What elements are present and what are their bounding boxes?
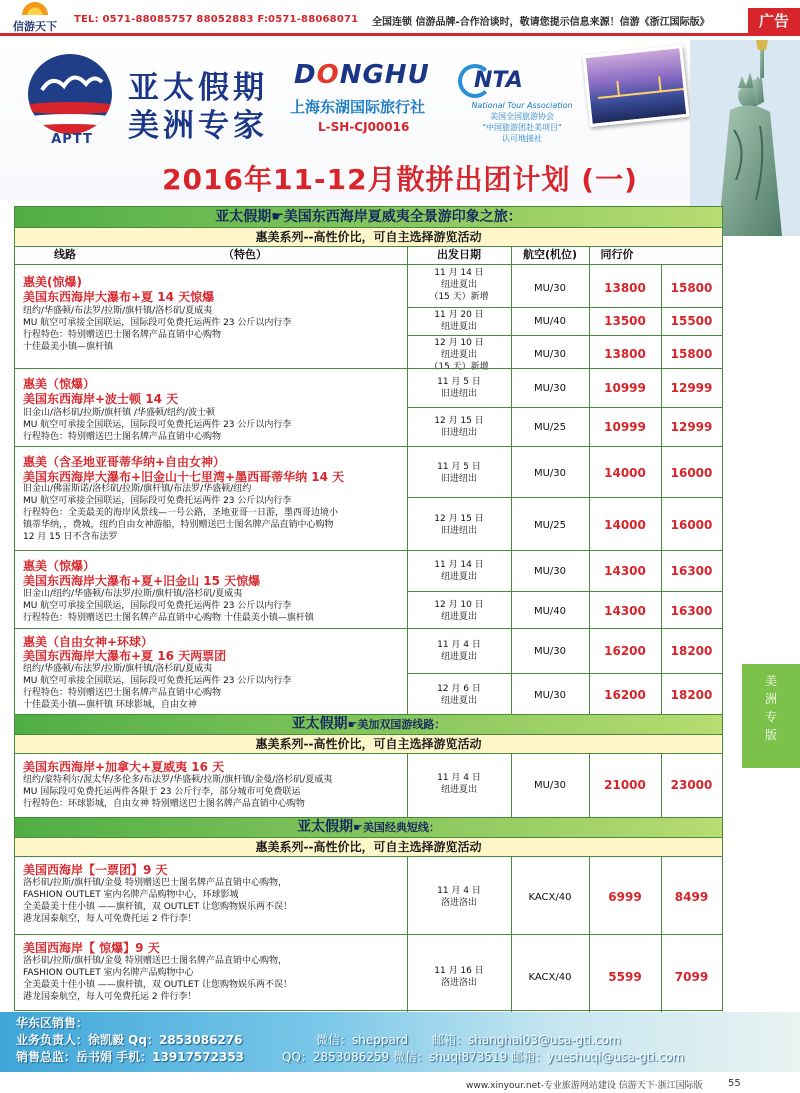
price-retail: 15500 <box>670 314 713 328</box>
date-line: 纽进夏出 <box>440 350 477 360</box>
tour-title-a: 惠美(惊爆) <box>23 275 82 289</box>
departure-date <box>407 599 511 623</box>
section-title-b: ☛美加双国游线路： <box>347 718 446 731</box>
donghu-rest: NGHU <box>339 60 430 90</box>
slogan-line1: 亚太假期 <box>128 70 268 106</box>
tour-group <box>15 264 722 372</box>
date-line: 纽进夏出 <box>440 322 477 332</box>
desc-line: 十佳最美小镇—旗杆镇 <box>23 342 114 352</box>
tour-description <box>23 588 415 624</box>
price-peer: 14300 <box>604 604 646 618</box>
donghu-o: O <box>316 60 340 90</box>
desc-line: FASHION OUTLET 室内名牌产品购物中心 <box>23 968 194 978</box>
date-line: 旧进纽出 <box>440 474 477 484</box>
tour-title-a: 惠美（含圣地亚哥蒂华纳+自由女神） <box>23 455 226 469</box>
sales-director-contact: 销售总监：岳书娟 手机：13917572353 <box>16 1050 245 1064</box>
departure-date <box>407 267 511 303</box>
tour-title-b: 美国东西海岸大瀑布+夏+旧金山 15 天惊爆 <box>23 574 261 588</box>
desc-line: MU 航空可承接全国联运，国际段可免费托运两件 23 公斤以内行李 <box>23 496 292 506</box>
departure-date <box>407 415 511 439</box>
tour-title-b: 美国东西海岸大瀑布+夏 16 天两票团 <box>23 649 227 663</box>
flight: MU/30 <box>533 690 567 701</box>
date-line: 纽进夏出 <box>440 280 477 290</box>
date-line: 纽进夏出 <box>440 612 477 622</box>
itinerary-table <box>14 206 723 1011</box>
date-line: 12 月 15 日 <box>434 514 484 524</box>
tour-description <box>23 774 415 810</box>
nta-caption <box>462 100 582 144</box>
flight: MU/30 <box>533 646 567 657</box>
website-note: www.xinyour.net-专业旅游网站建设 信游天下·浙江国际版 <box>466 1081 703 1091</box>
desc-line: 行程特色：全美最美的海岸风景线—一号公路，圣地亚哥一日游，墨西哥边境小 <box>23 508 339 518</box>
bridge-photo <box>583 45 690 127</box>
tour-title-b: 美国东西海岸+波士顿 14 天 <box>23 392 179 406</box>
flight: MU/30 <box>533 383 567 394</box>
price-retail: 18200 <box>670 644 713 658</box>
col-date: 出发日期 <box>437 248 481 261</box>
price-peer: 16200 <box>604 688 646 702</box>
date-line: （15 天）新增 <box>429 292 489 302</box>
section-title-a: 亚太假期 <box>297 819 354 835</box>
price-retail: 18200 <box>670 688 713 702</box>
date-line: 11 月 14 日 <box>434 560 484 570</box>
desc-line: 旧金山/纽约/华盛顿/布法罗/拉斯/旗杆镇/洛杉矶/夏威夷 <box>23 589 243 599</box>
col-price: 同行价 <box>600 248 634 261</box>
nta-sub1: 美国全国旅游协会 <box>490 112 554 121</box>
price-peer: 16200 <box>604 644 646 658</box>
desc-line: 全美最美十佳小镇 ——旗杆镇，双 OUTLET 让您购物娱乐两不误！ <box>23 980 292 990</box>
price-retail: 7099 <box>674 970 709 984</box>
price-peer: 14300 <box>604 564 646 578</box>
col-feature: （特色） <box>223 248 267 261</box>
page-title: 2016年11-12月散拼出团计划 (一) <box>162 163 638 196</box>
col-flight: 航空(机位) <box>522 248 578 261</box>
departure-date <box>407 559 511 583</box>
sales-footer <box>0 1012 800 1072</box>
tour-title-a: 惠美（自由女神+环球） <box>23 635 154 649</box>
flight: KACX/40 <box>528 892 572 903</box>
departure-date <box>407 772 511 796</box>
date-line: 11 月 5 日 <box>437 377 481 387</box>
desc-line: 行程特色：特别赠送巴士图名牌产品直销中心购物 <box>23 688 222 698</box>
license-number: L-SH-CJ00016 <box>318 120 410 134</box>
desc-line: 12 月 15 日不含布法罗 <box>23 532 118 542</box>
series-bar <box>15 734 722 753</box>
sun-icon <box>22 2 48 15</box>
tab-char: 美 <box>764 674 777 688</box>
contact-phone-fax: TEL: 0571-88085757 88052883 F:0571-88068071 <box>74 14 359 25</box>
source-notice: 全国连锁 信游品牌-合作洽谈时，敬请您提示信息来源！信游《浙江国际版》 <box>372 17 710 28</box>
date-line: 旧进纽出 <box>440 389 477 399</box>
date-line: 旧进纽出 <box>440 428 477 438</box>
flight: MU/40 <box>533 606 567 617</box>
nta-label: NTA <box>474 68 523 93</box>
section-title <box>15 715 722 734</box>
price-retail: 16000 <box>670 518 713 532</box>
departure-date <box>407 461 511 485</box>
desc-line: 十佳最美小镇—旗杆镇 环球影城，自由女神 <box>23 700 197 710</box>
tour-title-a: 美国西海岸【一票团】9 天 <box>23 863 168 877</box>
flight: MU/30 <box>533 349 567 360</box>
price-peer: 5599 <box>608 970 642 984</box>
price-retail: 16300 <box>670 564 713 578</box>
section-title <box>15 818 722 837</box>
date-line: 12 月 6 日 <box>437 684 481 694</box>
date-line: 洛进洛出 <box>440 898 477 908</box>
column-header-row <box>15 246 722 264</box>
date-line: 纽进夏出 <box>440 572 477 582</box>
tour-group <box>15 934 722 1012</box>
date-line: 11 月 20 日 <box>434 310 484 320</box>
departure-date <box>407 639 511 663</box>
departure-date <box>407 885 511 909</box>
series-bar <box>15 837 722 856</box>
tour-group <box>15 368 722 446</box>
tour-title-b: 美国东西海岸大瀑布+夏 14 天惊爆 <box>23 290 215 304</box>
price-peer: 13500 <box>604 314 646 328</box>
americas-edition-tab <box>742 664 800 768</box>
section-title-b: ☛美国经典短线： <box>353 821 440 834</box>
desc-line: 港龙国泰航空，每人可免费托运 2 件行李！ <box>23 992 197 1002</box>
tour-description <box>23 305 415 353</box>
email-contact: 邮箱：shanghai03@usa-gti.com <box>432 1033 621 1047</box>
series-bar <box>15 227 722 246</box>
date-line: 12 月 10 日 <box>434 338 484 348</box>
aptt-label: APTT <box>51 132 93 147</box>
price-peer: 10999 <box>604 381 646 395</box>
flight: MU/25 <box>533 422 567 433</box>
nta-sub2: "中国旅游团赴美项目" <box>482 123 562 132</box>
date-line: 12 月 15 日 <box>434 416 484 426</box>
departure-date <box>407 376 511 400</box>
price-retail: 8499 <box>674 890 709 904</box>
departure-date <box>407 513 511 537</box>
desc-line: MU 航空可承接全国联运，国际段可免费托运两件 23 公斤以内行李 <box>23 676 292 686</box>
section-header-classic-short <box>15 817 722 837</box>
desc-line: 纽约/蒙特利尔/渥太华/多伦多/布法罗/华盛顿/拉斯/旗杆镇/金曼/洛杉矶/夏威夷 <box>23 775 333 785</box>
departure-date <box>407 309 511 333</box>
price-peer: 10999 <box>604 420 646 434</box>
desc-line: 旧金山/佛雷斯诺/洛杉矶/拉斯/旗杆镇/布法罗/华盛顿/纽约 <box>23 484 252 494</box>
desc-line: 纽约/华盛顿/布法罗/拉斯/旗杆镇/洛杉矶/夏威夷 <box>23 306 213 316</box>
tour-group <box>15 856 722 934</box>
tour-title-a: 美国东西海岸+加拿大+夏威夷 16 天 <box>23 760 225 774</box>
date-line: 11 月 4 日 <box>437 640 481 650</box>
tour-title-a: 惠美（惊爆） <box>23 559 96 573</box>
desc-line: FASHION OUTLET 室内名牌产品购物中心，环球影城 <box>23 890 239 900</box>
tour-description <box>23 877 415 925</box>
desc-line: 行程特色：环球影城，自由女神 特别赠送巴士图名牌产品直销中心购物 <box>23 799 305 809</box>
tab-char: 版 <box>764 728 777 742</box>
tour-group <box>15 446 722 550</box>
departure-date <box>407 965 511 989</box>
price-retail: 16000 <box>670 466 713 480</box>
price-retail: 15800 <box>670 347 713 361</box>
section-title: 亚太假期☛美国东西海岸夏威夷全景游印象之旅： <box>215 209 522 225</box>
date-line: 11 月 16 日 <box>434 966 484 976</box>
donghu-chinese-name: 上海东湖国际旅行社 <box>290 98 426 116</box>
section-header-east-west <box>15 207 722 227</box>
slogan-line2: 美洲专家 <box>128 108 268 144</box>
flight: MU/25 <box>533 520 567 531</box>
section-header-usa-canada <box>15 714 722 734</box>
brand-name: 信游天下 <box>13 20 57 33</box>
desc-line: 行程特色：特别赠送巴士图名牌产品直销中心购物 <box>23 432 222 442</box>
desc-line: MU 航空可承接全国联运，国际段可免费托运两件 23 公斤以内行李 <box>23 420 292 430</box>
desc-line: 全美最美十佳小镇 ——旗杆镇，双 OUTLET 让您购物娱乐两不误！ <box>23 902 292 912</box>
date-line: 11 月 5 日 <box>437 462 481 472</box>
desc-line: 洛杉矶/拉斯/旗杆镇/金曼 特别赠送巴士图名牌产品直销中心购物， <box>23 956 287 966</box>
tab-char: 专 <box>764 710 777 724</box>
price-peer: 13800 <box>604 347 646 361</box>
desc-line: 洛杉矶/拉斯/旗杆镇/金曼 特别赠送巴士图名牌产品直销中心购物， <box>23 878 287 888</box>
tour-group <box>15 550 722 628</box>
tour-description <box>23 663 415 711</box>
price-peer: 21000 <box>604 778 646 792</box>
flight: MU/30 <box>533 283 567 294</box>
date-line: 纽进夏出 <box>440 785 477 795</box>
date-line: 11 月 14 日 <box>434 268 484 278</box>
tour-description <box>23 483 415 543</box>
director-qq-wechat-email: QQ：2853086259 微信：shuqi873519 邮箱：yueshuqi@usa-gti.com <box>282 1050 685 1064</box>
tour-title-a: 美国西海岸【 惊爆】9 天 <box>23 941 160 955</box>
price-peer: 13800 <box>604 281 646 295</box>
desc-line: 纽约/华盛顿/布法罗/拉斯/旗杆镇/洛杉矶/夏威夷 <box>23 664 213 674</box>
desc-line: 镇蒂华纳，，费城，纽约自由女神游船，特别赠送巴士图名牌产品直销中心购物 <box>23 520 334 530</box>
donghu-d: D <box>294 60 317 90</box>
price-peer: 6999 <box>608 890 642 904</box>
date-line: 12 月 10 日 <box>434 600 484 610</box>
sales-heading: 华东区销售： <box>16 1016 89 1030</box>
ad-label: 广告 <box>748 8 800 34</box>
nta-sub-en: National Tour Association <box>471 101 573 110</box>
desc-line: 行程特色：特别赠送巴士图名牌产品直销中心购物 十佳最美小镇—旗杆镇 <box>23 613 314 623</box>
flight: MU/30 <box>533 780 567 791</box>
nta-sub3: 认可地接社 <box>502 134 542 143</box>
flight: MU/30 <box>533 468 567 479</box>
flight: MU/40 <box>533 316 567 327</box>
desc-line: MU 航空可承接全国联运，国际段可免费托运两件 23 公斤以内行李 <box>23 601 292 611</box>
date-line: 旧进纽出 <box>440 526 477 536</box>
tab-char: 洲 <box>764 692 777 706</box>
date-line: （15 天）新增 <box>429 362 489 372</box>
nta-logo <box>458 64 550 98</box>
desc-line: MU 航空可承接全国联运，国际段可免费托运两件 23 公斤以内行李 <box>23 318 292 328</box>
desc-line: 旧金山/洛杉矶/拉斯/旗杆镇 /华盛顿/纽约/波士顿 <box>23 408 216 418</box>
price-retail: 12999 <box>670 381 713 395</box>
tour-description <box>23 955 415 1003</box>
date-line: 洛进洛出 <box>440 978 477 988</box>
series-label: 惠美系列--高性价比，可自主选择游览活动 <box>255 230 482 244</box>
flight: MU/30 <box>533 566 567 577</box>
flight: KACX/40 <box>528 972 572 983</box>
price-peer: 14000 <box>604 466 646 480</box>
price-retail: 16300 <box>670 604 713 618</box>
tour-title-a: 惠美（惊爆） <box>23 377 96 391</box>
tour-group <box>15 628 722 714</box>
desc-line: 行程特色：特别赠送巴士图名牌产品直销中心购物 <box>23 330 222 340</box>
price-retail: 23000 <box>670 778 713 792</box>
sales-manager-contact: 业务负责人：徐凯毅 Qq：2853086276 <box>16 1033 243 1047</box>
brand-logo <box>6 2 64 34</box>
desc-line: MU 国际段可免费托运两件各限于 23 公斤行李，部分城市可免费联运 <box>23 787 301 797</box>
price-peer: 14000 <box>604 518 646 532</box>
page-number: 55 <box>728 1078 741 1089</box>
aptt-logo-icon <box>28 54 112 134</box>
date-line: 纽进夏出 <box>440 652 477 662</box>
tour-group <box>15 753 722 817</box>
date-line: 11 月 4 日 <box>437 773 481 783</box>
donghu-logo <box>294 60 430 90</box>
date-line: 11 月 4 日 <box>437 886 481 896</box>
top-bar <box>0 0 800 36</box>
departure-date <box>407 683 511 707</box>
date-line: 纽进夏出 <box>440 696 477 706</box>
wechat-contact: 微信：sheppard <box>316 1033 409 1047</box>
price-retail: 15800 <box>670 281 713 295</box>
series-label: 惠美系列--高性价比，可自主选择游览活动 <box>255 840 482 854</box>
price-retail: 12999 <box>670 420 713 434</box>
series-label: 惠美系列--高性价比，可自主选择游览活动 <box>255 737 482 751</box>
desc-line: 港龙国泰航空，每人可免费托运 2 件行李！ <box>23 914 197 924</box>
col-route: 线路 <box>54 248 76 261</box>
tour-title-b: 美国东西海岸大瀑布+旧金山十七里湾+墨西哥蒂华纳 14 天 <box>23 470 345 484</box>
section-title-a: 亚太假期 <box>291 716 348 732</box>
tour-description <box>23 407 415 443</box>
